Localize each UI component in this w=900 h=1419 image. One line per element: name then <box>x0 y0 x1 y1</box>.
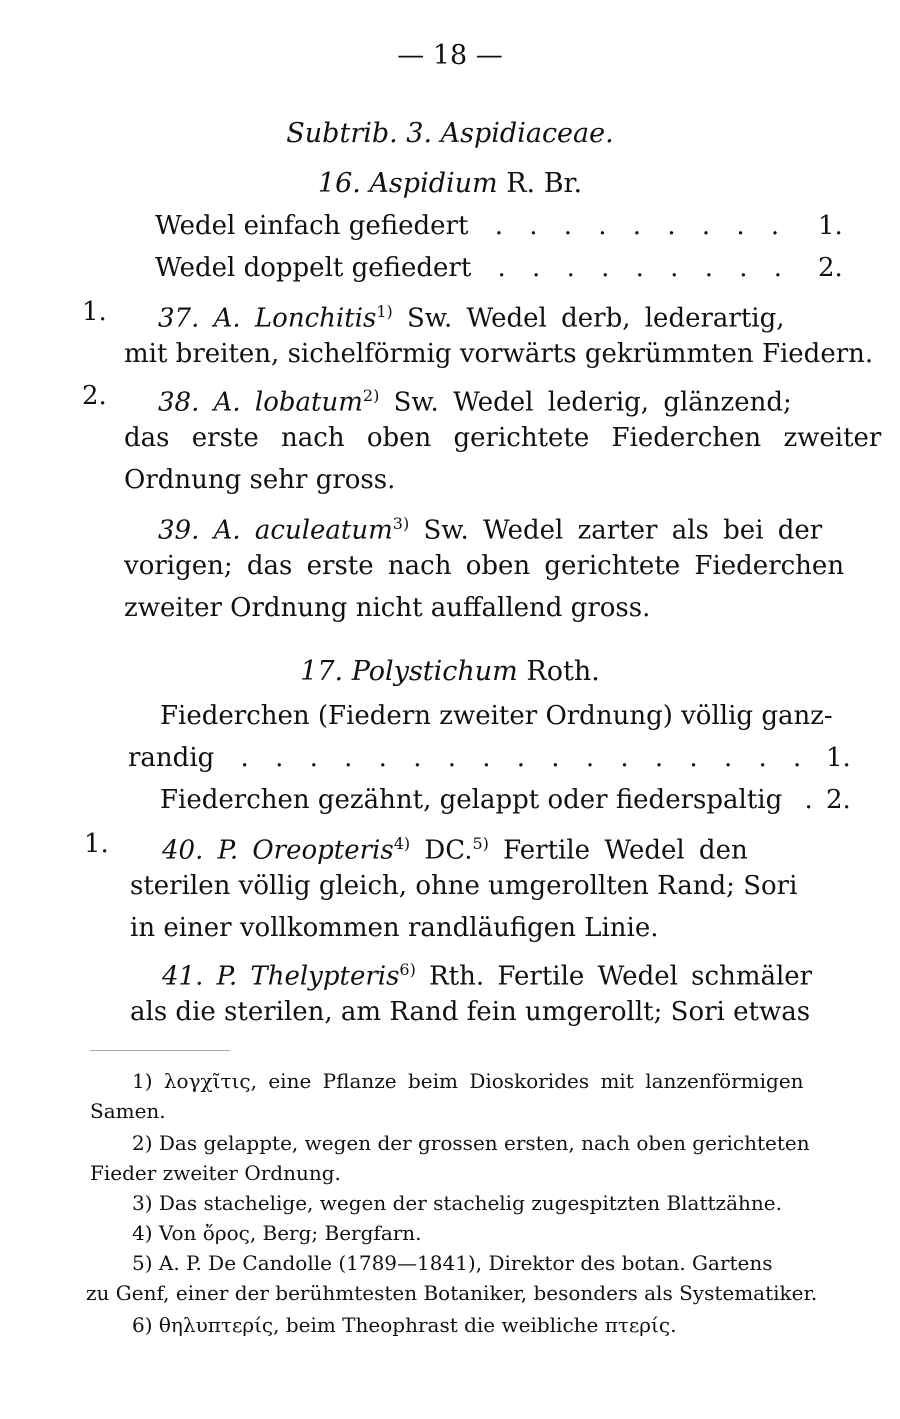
species-text-cont: Ordnung sehr gross. <box>124 465 396 495</box>
genus-heading-aspidium <box>0 168 900 199</box>
species-text: Sw. Wedel lederig, glänzend; <box>393 387 792 418</box>
species-text-cont: zweiter Ordnung nicht auffallend gross. <box>124 593 651 623</box>
species-text: Sw. Wedel derb, lederartig, <box>407 303 785 334</box>
page-number: — 18 — <box>397 40 503 71</box>
genus-heading-polystichum <box>0 656 900 687</box>
footnote-3: 3) Das stachelige, wegen der stachelig zugespitzten Blattzähne. <box>132 1191 782 1215</box>
species-text: Sw. Wedel zarter als bei der <box>423 515 823 546</box>
species-author: DC. <box>424 835 473 866</box>
key-line <box>155 250 791 286</box>
subtribe-heading: Subtrib. 3. Aspidiaceae. <box>286 118 614 149</box>
species-name: 38. A. lobatum <box>158 387 363 418</box>
species-name: 41. P. Thelypteris <box>162 961 400 992</box>
footnote-6: 6) θηλυπτερίς, beim Theophrast die weibliche πτερίς. <box>132 1313 677 1337</box>
species-37 <box>158 294 785 337</box>
key-target: 1. <box>818 211 843 241</box>
key-lead: 1. <box>84 829 109 859</box>
species-text-cont: mit breiten, sichelförmig vorwärts gekrümmten Fiedern. <box>124 339 874 369</box>
species-text-cont: sterilen völlig gleich, ohne umgerollten Rand; Sori <box>130 871 798 901</box>
key-line <box>128 740 810 776</box>
key-lead: 2. <box>82 381 107 411</box>
key-target: 2. <box>826 785 851 815</box>
species-name: 40. P. Oreopteris <box>162 835 394 866</box>
footnote-ref: 5) <box>472 834 489 853</box>
key-dots: . <box>804 785 813 815</box>
genus-author: R. Br. <box>506 168 583 199</box>
species-41 <box>162 952 812 995</box>
species-text: Fertile Wedel den <box>503 835 748 866</box>
footnote-5-cont: zu Genf, einer der berühmtesten Botaniker, besonders als Systematiker. <box>86 1281 818 1305</box>
species-39 <box>158 506 822 549</box>
footnote-2-cont: Fieder zweiter Ordnung. <box>90 1161 341 1185</box>
footnote-ref: 2) <box>362 386 380 405</box>
genus-name: 17. Polystichum <box>300 656 518 687</box>
key-dots: . . . . . . . . . . . . . . . . . <box>240 743 811 773</box>
species-text-cont: als die sterilen, am Rand fein umgerollt; Sori etwas <box>130 997 811 1027</box>
footnote-4: 4) Von ὄρος, Berg; Bergfarn. <box>132 1221 422 1245</box>
footnote-1-cont: Samen. <box>90 1099 166 1123</box>
species-text-cont: vorigen; das erste nach oben gerichtete Fiederchen <box>124 551 845 581</box>
footnote-5: 5) A. P. De Candolle (1789—1841), Direktor des botan. Gartens <box>132 1251 773 1275</box>
footnote-ref: 6) <box>399 960 416 979</box>
key-dots: . . . . . . . . . <box>494 211 789 241</box>
key-lead: 1. <box>82 297 107 327</box>
species-text-cont: das erste nach oben gerichtete Fiederchen zweiter <box>124 423 882 453</box>
species-text: Rth. Fertile Wedel schmäler <box>429 961 813 992</box>
genus-name: 16. Aspidium <box>317 168 498 199</box>
key-target: 2. <box>818 253 843 283</box>
species-40 <box>162 826 748 869</box>
key-line <box>160 782 813 818</box>
key-text: Fiederchen gezähnt, gelappt oder fiederspaltig <box>160 785 783 815</box>
species-text-cont: in einer vollkommen randläufigen Linie. <box>130 913 659 943</box>
footnote-1: 1) λογχῖτις, eine Pflanze beim Dioskorides mit lanzenförmigen <box>132 1069 804 1093</box>
footnote-ref: 3) <box>392 514 410 533</box>
key-line <box>155 208 788 244</box>
key-line: Fiederchen (Fiedern zweiter Ordnung) völlig ganz- <box>160 701 833 731</box>
key-target: 1. <box>826 743 851 773</box>
footnote-rule <box>90 1050 230 1051</box>
footnote-ref: 4) <box>393 834 411 853</box>
key-text: randig <box>128 743 215 773</box>
key-text: Wedel einfach gefiedert <box>155 211 469 241</box>
species-name: 37. A. Lonchitis <box>158 303 377 334</box>
key-text: Wedel doppelt gefiedert <box>155 253 472 283</box>
genus-author: Roth. <box>526 656 600 687</box>
key-dots: . . . . . . . . . <box>497 253 792 283</box>
footnote-2: 2) Das gelappte, wegen der grossen ersten, nach oben gerichteten <box>132 1131 810 1155</box>
species-name: 39. A. aculeatum <box>158 515 393 546</box>
species-38 <box>158 378 792 421</box>
footnote-ref: 1) <box>376 302 393 321</box>
